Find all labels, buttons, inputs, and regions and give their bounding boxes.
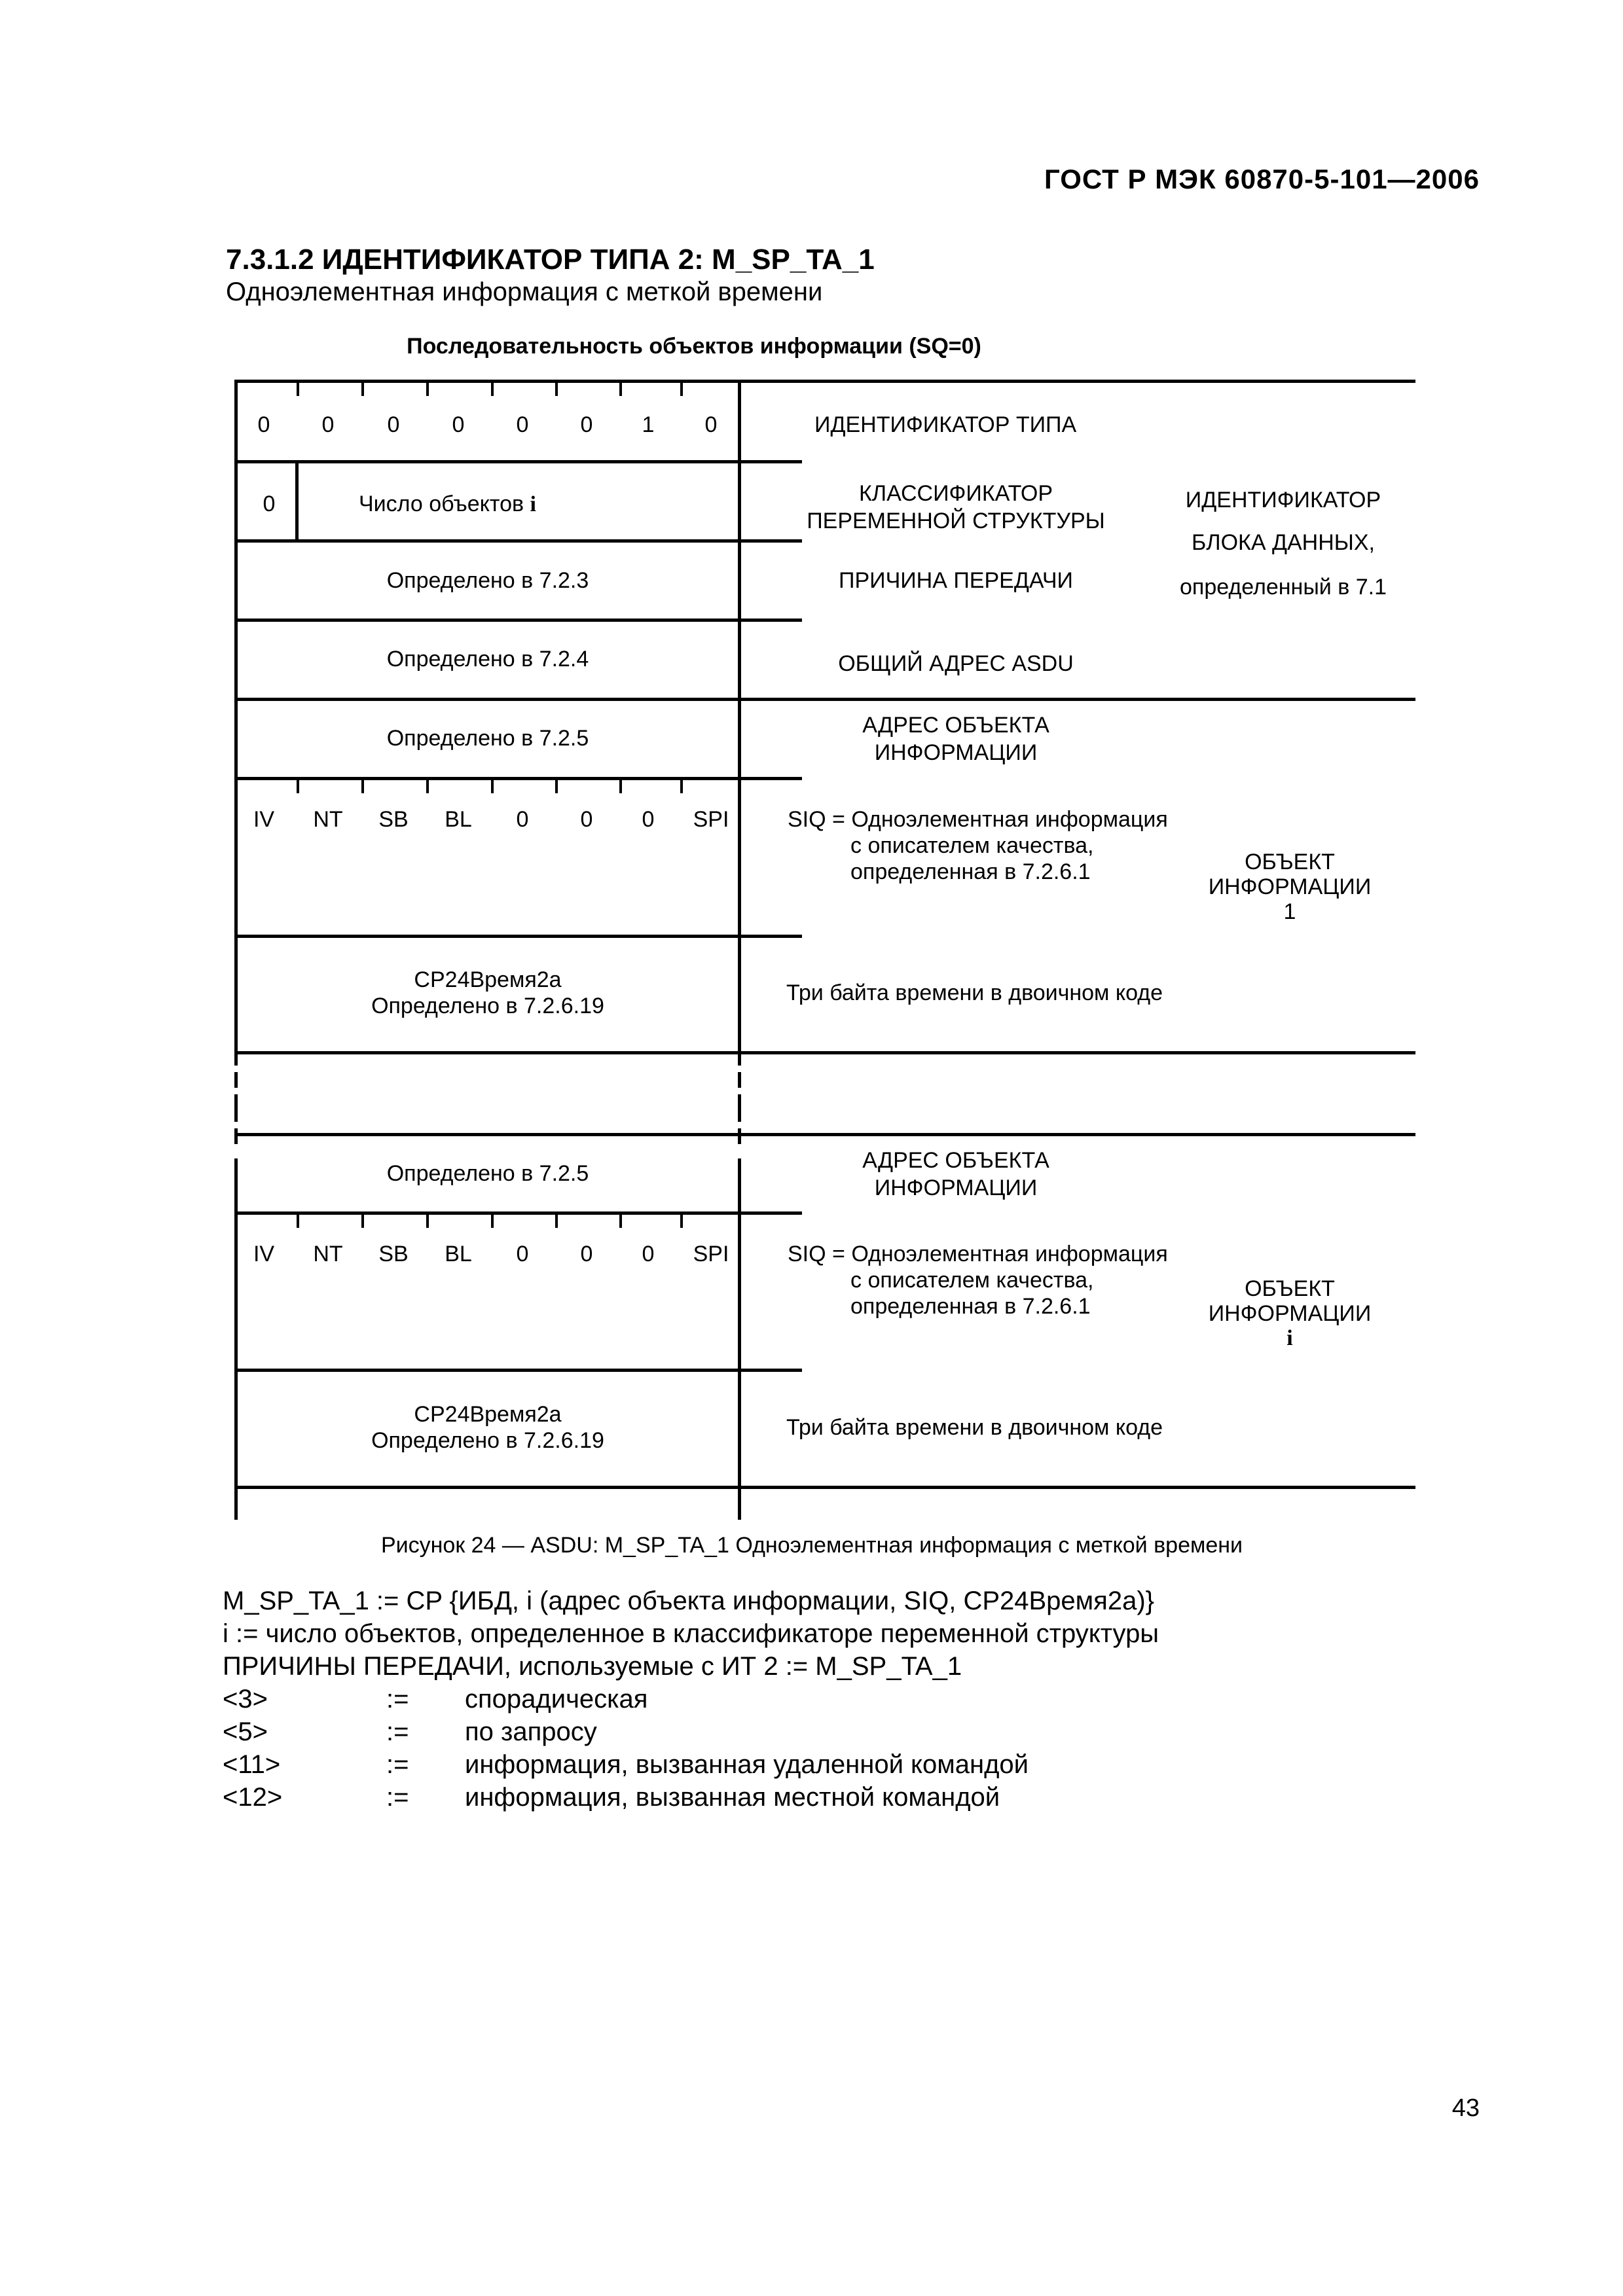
- bit-tick: [426, 383, 429, 396]
- row-line: [738, 1133, 1415, 1136]
- type-id-bit: 0: [580, 412, 593, 437]
- bit-tick: [297, 780, 299, 793]
- row-line: [234, 1369, 741, 1372]
- siq-bit: SB: [378, 1242, 409, 1266]
- definition-line: M_SP_TA_1 := CP {ИБД, i (адрес объекта информации, SIQ, CP24Время2a)}: [223, 1587, 1155, 1615]
- type-id-bit: 0: [704, 412, 718, 437]
- row-stub: [738, 460, 802, 463]
- row-line: [234, 935, 741, 938]
- section-subtitle: Одноэлементная информация с меткой времени: [226, 278, 823, 306]
- asdu-id-line3: определенный в 7.1: [1180, 575, 1387, 600]
- row-stub: [738, 539, 802, 543]
- siq-label-line1: SIQ = Одноэлементная информация: [788, 807, 1168, 832]
- bit-tick: [555, 383, 558, 396]
- vsq-label-line1: КЛАССИФИКАТОР: [858, 481, 1053, 506]
- type-id-bit: 1: [642, 412, 655, 437]
- cause-code: <5>: [223, 1717, 268, 1746]
- time-label: Три байта времени в двоичном коде: [786, 1415, 1163, 1440]
- ioa-label-line1: АДРЕС ОБЪЕКТА: [862, 1148, 1049, 1173]
- cause-description: спорадическая: [465, 1685, 648, 1713]
- table-center-divider: [738, 1094, 741, 1122]
- type-id-label: ИДЕНТИФИКАТОР ТИПА: [814, 412, 1077, 437]
- time-def-line2: Определено в 7.2.6.19: [371, 1428, 604, 1453]
- siq-bit: IV: [253, 807, 275, 832]
- siq-bit: 0: [642, 1242, 655, 1266]
- ioa-label-line1: АДРЕС ОБЪЕКТА: [862, 713, 1049, 738]
- objecti-label-line1: ОБЪЕКТ: [1245, 1276, 1335, 1301]
- bit-tick: [680, 383, 683, 396]
- bit-tick: [491, 780, 494, 793]
- bit-tick: [361, 383, 364, 396]
- object1-label-line2: ИНФОРМАЦИИ: [1208, 874, 1372, 899]
- siq-bit: BL: [445, 807, 472, 832]
- ioa-definition: Определено в 7.2.5: [386, 1161, 589, 1186]
- definition-line: ПРИЧИНЫ ПЕРЕДАЧИ, используемые с ИТ 2 := M_SP_TA_1: [223, 1652, 962, 1681]
- siq-bit: 0: [580, 1242, 593, 1266]
- bit-tick: [491, 1215, 494, 1228]
- object1-label-line1: ОБЪЕКТ: [1245, 850, 1335, 874]
- object1-index: 1: [1283, 899, 1296, 924]
- cause-operator: :=: [386, 1685, 409, 1713]
- row-stub: [738, 935, 802, 938]
- row-line: [234, 460, 741, 463]
- figure-title: Последовательность объектов информации (SQ=0): [407, 334, 981, 359]
- gap-marker: [234, 1128, 238, 1144]
- row-stub: [738, 1369, 802, 1372]
- siq-bit: NT: [313, 807, 343, 832]
- vsq-divider: [295, 462, 299, 541]
- bit-tick: [555, 780, 558, 793]
- cause-operator: :=: [386, 1750, 409, 1779]
- siq-bit: 0: [516, 1242, 529, 1266]
- bit-tick: [619, 383, 622, 396]
- siq-bit: NT: [313, 1242, 343, 1266]
- bit-tick: [297, 383, 299, 396]
- asdu-id-line2: БЛОКА ДАННЫХ,: [1191, 530, 1376, 555]
- table-left-border: [234, 1094, 238, 1122]
- type-id-bit: 0: [452, 412, 465, 437]
- siq-label-line3: определенная в 7.2.6.1: [850, 1294, 1091, 1319]
- type-id-bit: 0: [257, 412, 270, 437]
- row-line: [738, 1486, 1415, 1489]
- page-number: 43: [1451, 2094, 1480, 2122]
- gap-marker: [738, 1072, 741, 1088]
- siq-label-line2: с описателем качества,: [850, 1268, 1094, 1293]
- row-line: [234, 698, 741, 701]
- time-def-line2: Определено в 7.2.6.19: [371, 994, 604, 1018]
- cause-description: информация, вызванная местной командой: [465, 1783, 1000, 1812]
- table-left-border: [234, 382, 238, 1066]
- bit-tick: [426, 780, 429, 793]
- siq-label-line3: определенная в 7.2.6.1: [850, 859, 1091, 884]
- bit-tick: [361, 1215, 364, 1228]
- row-stub: [738, 1211, 802, 1215]
- type-id-bit: 0: [321, 412, 335, 437]
- cot-definition: Определено в 7.2.3: [386, 568, 589, 593]
- row-line: [234, 1486, 741, 1489]
- bit-tick: [426, 1215, 429, 1228]
- document-header: ГОСТ Р МЭК 60870-5-101—2006: [1044, 164, 1480, 194]
- row-line: [738, 1051, 1415, 1054]
- type-id-bit: 0: [387, 412, 400, 437]
- figure-caption: Рисунок 24 — ASDU: M_SP_TA_1 Одноэлементная информация с меткой времени: [380, 1533, 1243, 1558]
- type-id-bit: 0: [516, 412, 529, 437]
- gap-marker: [738, 1128, 741, 1144]
- time-label: Три байта времени в двоичном коде: [786, 980, 1163, 1005]
- ioa-label-line2: ИНФОРМАЦИИ: [874, 740, 1038, 765]
- cause-description: по запросу: [465, 1717, 597, 1746]
- row-stub: [738, 777, 802, 780]
- gap-marker: [234, 1072, 238, 1088]
- row-line: [234, 1211, 741, 1215]
- bit-tick: [619, 780, 622, 793]
- siq-label-line2: с описателем качества,: [850, 833, 1094, 858]
- row-line: [738, 380, 1415, 383]
- bit-tick: [361, 780, 364, 793]
- siq-bit: IV: [253, 1242, 275, 1266]
- ca-label: ОБЩИЙ АДРЕС ASDU: [838, 651, 1074, 676]
- siq-bit: SPI: [693, 1242, 729, 1266]
- siq-bit: 0: [642, 807, 655, 832]
- cause-operator: :=: [386, 1717, 409, 1746]
- cause-code: <11>: [223, 1750, 281, 1779]
- row-line: [234, 1051, 741, 1054]
- cause-code: <3>: [223, 1685, 268, 1713]
- row-line: [234, 539, 741, 543]
- asdu-id-line1: ИДЕНТИФИКАТОР: [1185, 488, 1381, 512]
- siq-bit: 0: [516, 807, 529, 832]
- cot-label: ПРИЧИНА ПЕРЕДАЧИ: [839, 568, 1073, 593]
- cause-description: информация, вызванная удаленной командой: [465, 1750, 1029, 1779]
- objecti-index: i: [1286, 1326, 1293, 1350]
- table-center-divider: [738, 382, 741, 1066]
- siq-bit: BL: [445, 1242, 472, 1266]
- siq-bit: 0: [580, 807, 593, 832]
- definition-line: i := число объектов, определенное в классификаторе переменной структуры: [223, 1619, 1159, 1648]
- ca-definition: Определено в 7.2.4: [386, 647, 589, 672]
- bit-tick: [680, 780, 683, 793]
- bit-tick: [491, 383, 494, 396]
- vsq-label-line2: ПЕРЕМЕННОЙ СТРУКТУРЫ: [807, 509, 1105, 533]
- row-line: [738, 698, 1415, 701]
- bit-tick: [619, 1215, 622, 1228]
- siq-bit: SB: [378, 807, 409, 832]
- vsq-sq-bit: 0: [263, 492, 276, 516]
- bit-tick: [680, 1215, 683, 1228]
- siq-label-line1: SIQ = Одноэлементная информация: [788, 1242, 1168, 1266]
- bit-tick: [297, 1215, 299, 1228]
- vsq-count-label: Число объектов i: [359, 492, 536, 516]
- ioa-definition: Определено в 7.2.5: [386, 726, 589, 751]
- section-title: 7.3.1.2 ИДЕНТИФИКАТОР ТИПА 2: M_SP_TA_1: [226, 243, 875, 276]
- row-line: [234, 380, 741, 383]
- objecti-label-line2: ИНФОРМАЦИИ: [1208, 1301, 1372, 1326]
- row-line: [234, 619, 741, 622]
- time-def-line1: CP24Время2a: [414, 967, 562, 992]
- row-stub: [738, 619, 802, 622]
- time-def-line1: CP24Время2a: [414, 1402, 562, 1427]
- ioa-label-line2: ИНФОРМАЦИИ: [874, 1175, 1038, 1200]
- bit-tick: [555, 1215, 558, 1228]
- siq-bit: SPI: [693, 807, 729, 832]
- vsq-count-var: i: [530, 492, 536, 516]
- cause-code: <12>: [223, 1783, 283, 1812]
- row-line: [234, 777, 741, 780]
- row-line: [234, 1133, 741, 1136]
- cause-operator: :=: [386, 1783, 409, 1812]
